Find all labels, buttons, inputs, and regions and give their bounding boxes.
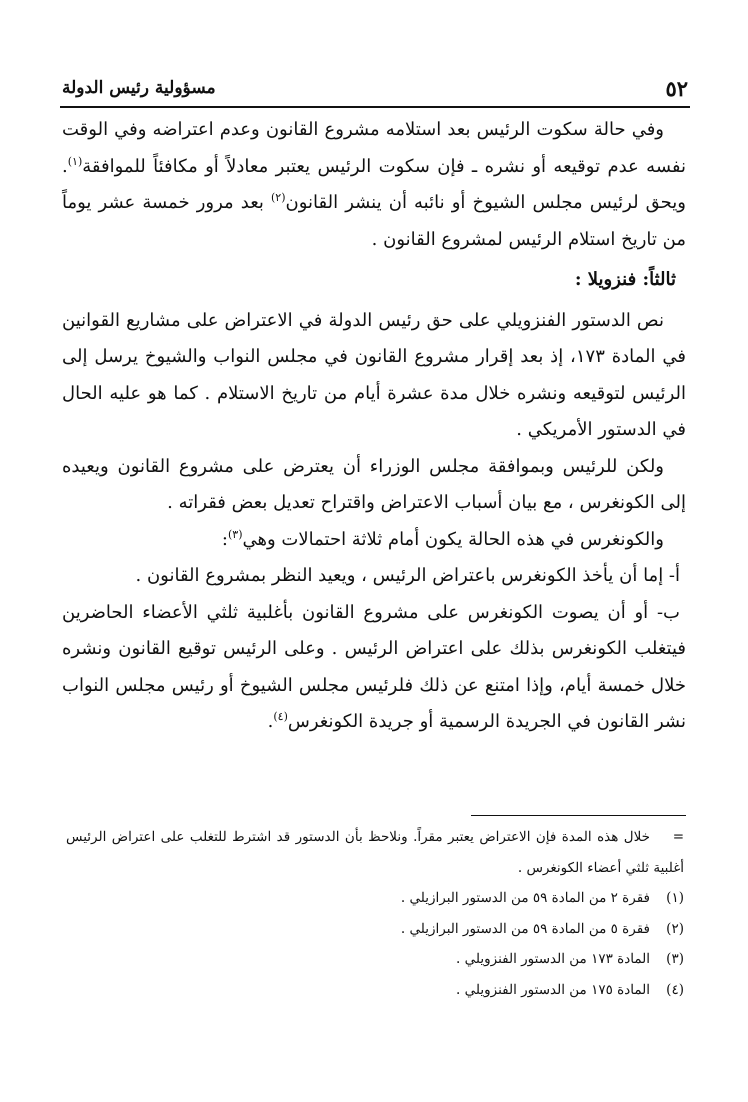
footnote-item <box>66 975 684 1006</box>
page-header <box>60 74 690 108</box>
footnote-ref-1: (١) <box>67 154 83 168</box>
footnote-ref-2: (٢) <box>270 191 286 204</box>
footnote-separator <box>471 815 686 816</box>
footnote-ref-3: (٣) <box>227 527 243 541</box>
footnote-item <box>66 914 684 945</box>
list-item-b <box>62 595 686 741</box>
paragraph-text: ب- أو أن يصوت الكونغرس على مشروع القانون بأغلبية ثلثي الأعضاء الحاضرين فيتغلب الكونغرس بذلك على اعتراض الرئيس . وعلى الرئيس توقيع القانون ونشره خلال خمسة أيام، وإذا امتنع عن ذلك فلرئيس مجلس الشيوخ أو رئيس مجلس النواب نشر القانون في الجريدة الرسمية أو جريدة الكونغرس <box>62 601 686 732</box>
footnote-text: خلال هذه المدة فإن الاعتراض يعتبر مقراً. ونلاحظ بأن الدستور قد اشترط للتغلب على اعتراض الرئيس أغلبية ثلثي أعضاء الكونغرس . <box>66 829 684 876</box>
list-item-a: أ- إما أن يأخذ الكونغرس باعتراض الرئيس ، ويعيد النظر بمشروع القانون . <box>135 565 680 586</box>
continuation-mark: = <box>672 829 684 845</box>
running-title: مسؤولية رئيس الدولة <box>62 78 216 98</box>
paragraph-possibilities <box>62 522 686 559</box>
footnote-number: (١) <box>666 890 684 907</box>
section-heading: ثالثاً: فنزويلا : <box>574 269 676 290</box>
footnote-text: فقرة ٢ من المادة ٥٩ من الدستور البرازيلي . <box>400 890 650 907</box>
footnote-text: فقرة ٥ من المادة ٥٩ من الدستور البرازيلي . <box>400 920 650 937</box>
footnote-number: (٤) <box>666 981 684 998</box>
paragraph-text: . ويحق لرئيس مجلس الشيوخ أو نائبه أن ينشر القانون <box>62 155 686 213</box>
paragraph-text: بعد مرور خمسة عشر يوماً من تاريخ استلام الرئيس لمشروع القانون . <box>62 192 686 250</box>
body-text <box>62 112 686 741</box>
page-number: ٥٢ <box>665 76 688 101</box>
paragraph-text: والكونغرس في هذه الحالة يكون أمام ثلاثة احتمالات وهي <box>242 528 664 550</box>
footnote-number: (٣) <box>666 951 684 968</box>
footnote-item <box>66 944 684 975</box>
paragraph-text: : <box>221 528 228 550</box>
paragraph-text: وفي حالة سكوت الرئيس بعد استلامه مشروع القانون وعدم اعتراضه وفي الوقت نفسه عدم توقيعه أو نشره ـ فإن سكوت الرئيس يعتبر معادلاً أو مكافئاً للموافقة <box>62 119 686 177</box>
footnote-ref-4: (٤) <box>273 710 288 723</box>
footnotes <box>66 822 684 1006</box>
paragraph-objection: ولكن للرئيس وبموافقة مجلس الوزراء أن يعترض على مشروع القانون ويعيده إلى الكونغرس ، مع بيان أسباب الاعتراض واقتراح تعديل بعض فقراته . <box>62 455 686 513</box>
footnote-text: المادة ١٧٣ من الدستور الفنزويلي . <box>456 951 650 968</box>
footnote-number: (٢) <box>666 920 684 937</box>
footnote-item <box>66 883 684 914</box>
paragraph-venezuela: نص الدستور الفنزويلي على حق رئيس الدولة في الاعتراض على مشاريع القوانين في المادة ١٧٣، إذ بعد إقرار مشروع القانون في مجلس النواب والشيوخ يرسل إلى الرئيس لتوقيعه ونشره خلال مدة عشرة أيام من تاريخ الاستلام . كما هو عليه الحال في الدستور الأمريكي . <box>62 309 687 440</box>
footnote-text: المادة ١٧٥ من الدستور الفنزويلي . <box>456 981 650 998</box>
paragraph-text: . <box>267 711 274 732</box>
footnote-continuation <box>66 822 684 883</box>
paragraph-silence <box>62 112 686 258</box>
